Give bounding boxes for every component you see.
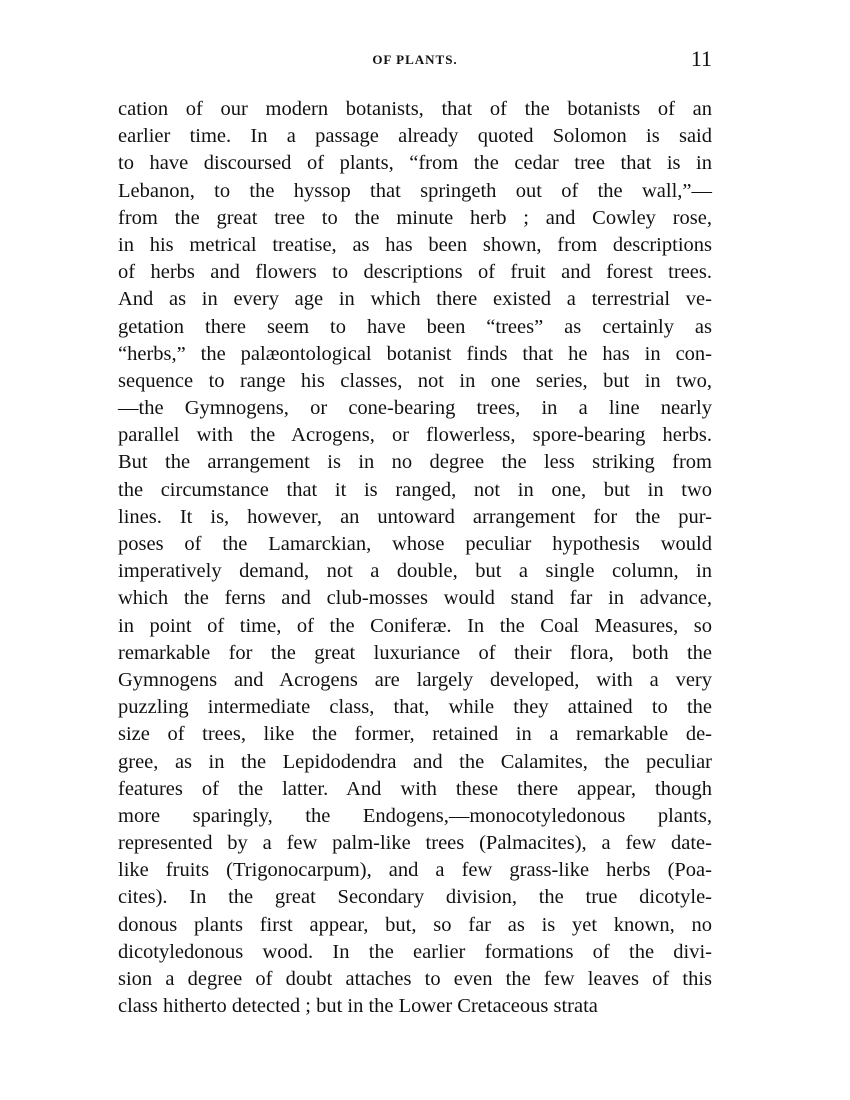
page-number: 11 [690,46,712,71]
page-header [118,46,712,76]
text-line: cation of our modern botanists, that of the botanists of an [118,98,712,120]
text-line: But the arrangement is in no degree the less striking from [118,451,712,474]
text-line: —the Gymnogens, or cone-bearing trees, in a line nearly [118,397,712,420]
text-line: poses of the Lamarckian, whose peculiar hypothesis would [118,533,712,555]
text-line: “herbs,” the palæontological botanist finds that he has in con- [118,342,712,365]
text-line: imperatively demand, not a double, but a single column, in [118,560,712,583]
text-line: Lebanon, to the hyssop that springeth out of the wall,”— [118,179,712,202]
text-line: earlier time. In a passage already quoted Solomon is said [118,125,712,148]
text-line: getation there seem to have been “trees” as certainly as [118,315,712,338]
text-line: dicotyledonous wood. In the earlier formations of the divi- [118,940,712,963]
text-line: features of the latter. And with these there appear, though [118,777,712,800]
text-line: sion a degree of doubt attaches to even the few leaves of this [118,968,712,990]
text-line: gree, as in the Lepidodendra and the Calamites, the peculiar [118,750,712,773]
text-line: parallel with the Acrogens, or flowerless, spore-bearing herbs. [118,424,712,447]
text-line: of herbs and flowers to descriptions of fruit and forest trees. [118,261,712,284]
text-line: from the great tree to the minute herb ; and Cowley rose, [118,206,712,229]
text-line: represented by a few palm-like trees (Palmacites), a few date- [118,832,712,855]
text-line: donous plants first appear, but, so far as is yet known, no [118,913,712,936]
text-line: And as in every age in which there existed a terrestrial ve- [118,288,712,311]
text-line: like fruits (Trigonocarpum), and a few grass-like herbs (Poa- [118,859,712,882]
text-line: which the ferns and club-mosses would stand far in advance, [118,587,712,610]
text-line: lines. It is, however, an untoward arrangement for the pur- [118,505,712,528]
text-line: in point of time, of the Coniferæ. In the Coal Measures, so [118,614,712,637]
text-line: in his metrical treatise, as has been shown, from descriptions [118,233,712,256]
text-line: puzzling intermediate class, that, while they attained to the [118,696,712,719]
text-line: class hitherto detected ; but in the Lower Cretaceous strata [118,995,598,1018]
text-line: more sparingly, the Endogens,—monocotyledonous plants, [118,804,712,827]
running-head: OF PLANTS. [372,52,458,67]
text-line: to have discoursed of plants, “from the cedar tree that is in [118,152,712,175]
body-text [118,96,712,1020]
text-line: the circumstance that it is ranged, not in one, but in two [118,478,712,501]
text-line: Gymnogens and Acrogens are largely developed, with a very [118,668,712,691]
text-line: size of trees, like the former, retained in a remarkable de- [118,723,712,746]
text-line: remarkable for the great luxuriance of their flora, both the [118,641,712,664]
text-line: sequence to range his classes, not in one series, but in two, [118,369,712,392]
text-line: cites). In the great Secondary division, the true dicotyle- [118,886,712,909]
